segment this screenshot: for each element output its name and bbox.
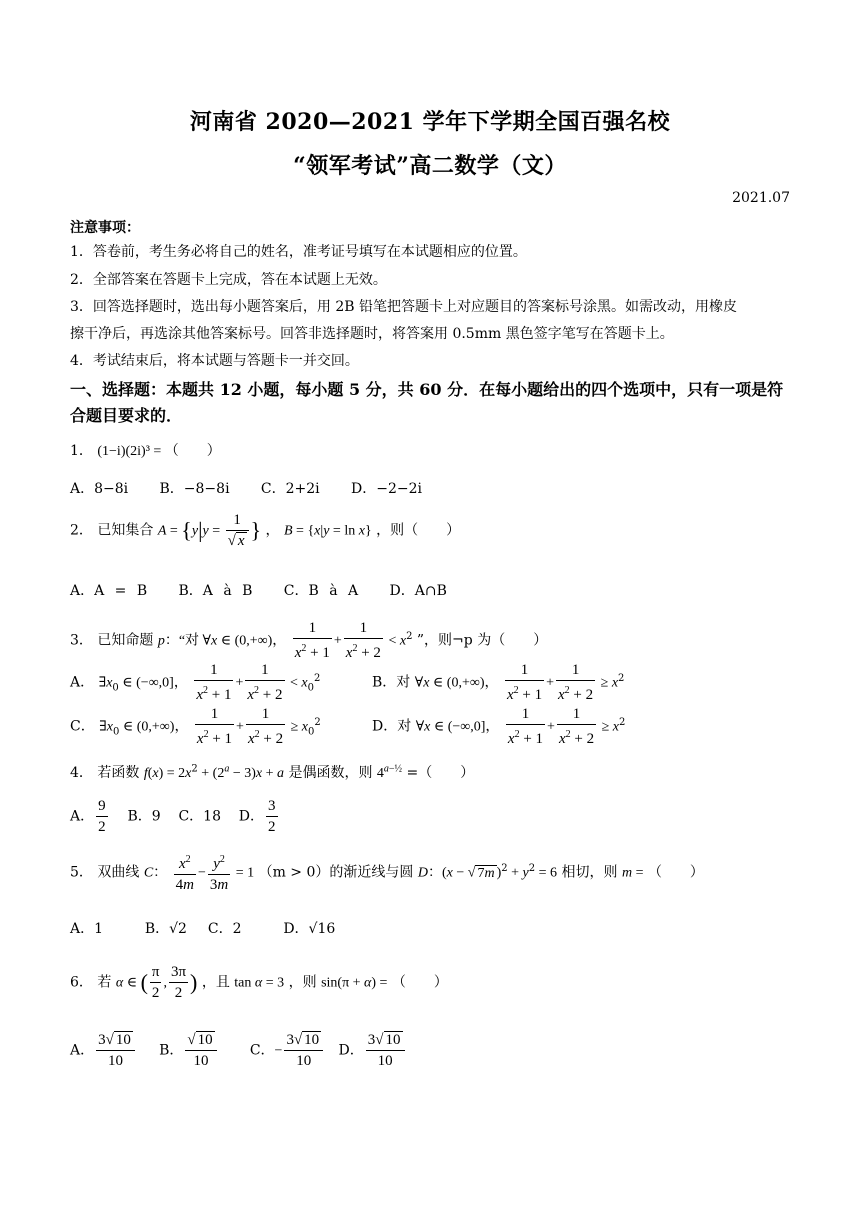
option-c: C．: [249, 1042, 275, 1059]
note-item-2: 2．全部答案在答题卡上完成，答在本试题上无效。: [70, 272, 387, 288]
option-a: A．8−8i: [70, 481, 129, 497]
question-mid-2: ，则: [288, 974, 317, 991]
note-item-4: 4．考试结束后，将本试题与答题卡一并交回。: [70, 353, 359, 369]
question-prefix: 若函数: [97, 765, 140, 781]
option-a: A．A = B: [70, 583, 148, 599]
question-number: 5．: [70, 864, 93, 881]
question-4: 4． 若函数 $f(x) = 2x^2 + (2^a - 3)x + a$ 是偶函数，则 $4^{a-\frac{1}{2}}$ =（ ）: [70, 763, 475, 781]
question-prefix: 已知命题: [97, 632, 154, 649]
question-suffix: （ ）: [647, 864, 704, 881]
title-line-2: “领军考试”高二数学（文）: [293, 153, 567, 179]
question-2-options: [70, 580, 447, 600]
question-3-option-b: B．对 ∀x ∈ (0,+∞)， $\frac{1}{x^2 + 1}$ + $\frac{1}{x^2 + 2}$ ≥ $x^2$: [372, 662, 625, 703]
title-line-1: 河南省 2020—2021 学年下学期全国百强名校: [189, 109, 671, 135]
option-label: C．: [70, 718, 95, 735]
option-d: D．√16: [283, 921, 336, 937]
option-b: B．−8−8i: [159, 481, 230, 497]
question-2: 2． 已知集合 A = {y|y = $\frac{1}{√ x}$ } ， B = {x|y = ln x} ，则（ ）: [70, 512, 461, 549]
option-c: C．2: [207, 921, 242, 937]
question-prefix: 双曲线: [97, 864, 140, 881]
question-1: [70, 440, 221, 460]
section-1-heading: 一、选择题：本题共 12 小题，每小题 5 分，共 60 分．在每小题给出的四个选项中，只有一项是符合题目要求的．: [70, 380, 784, 425]
question-expression: (1−i)(2i)³ = （ ）: [97, 444, 221, 459]
option-label: D．对: [372, 718, 412, 735]
option-c: C．B à A: [283, 583, 359, 599]
question-prefix: 若: [97, 974, 112, 991]
option-b: B．A à B: [178, 583, 253, 599]
question-prefix: 已知集合: [97, 522, 154, 539]
question-1-options: [70, 478, 422, 498]
note-item-3: 3．回答选择题时，选出每小题答案后，用 2B 铅笔把答题卡上对应题目的答案标号涂黑。如需改动，用橡皮: [70, 299, 738, 315]
question-number: 4．: [70, 765, 93, 781]
question-5: 5． 双曲线 C： $\frac{x^2}{4m}$ − $\frac{y^2}{3m}$ = 1 （m > 0）的渐近线与圆 D：(x − √ 7m )$^2 + y^2 = 6$ 相切，则 m = （ ）: [70, 850, 704, 895]
note-item-1: 1．答卷前，考生务必将自己的姓名，准考证号填写在本试题相应的位置。: [70, 244, 527, 260]
option-b: B．9: [127, 808, 161, 825]
question-5-options: [70, 918, 335, 938]
option-d: D．: [338, 1042, 364, 1059]
question-3-option-a: A． $\exists x_0$ ∈ (−∞,0]， $\frac{1}{x^2 + 1}$ + $\frac{1}{x^2 + 2}$ < $x_0^2$: [70, 662, 321, 703]
option-a: A．: [70, 1042, 95, 1059]
question-3-option-c: C． $\exists x_0$ ∈ (0,+∞)， $\frac{1}{x^2 + 1}$ + $\frac{1}{x^2 + 2}$ ≥ $x_0^2$: [70, 706, 321, 747]
option-d: D．A∩B: [389, 583, 447, 599]
question-6: 6． 若 α ∈ ( $\frac{\pi}{2}$ , $\frac{3\pi}{2}$ ) ，且 tan α = 3 ，则 sin(π + α) = （ ）: [70, 964, 448, 1001]
option-a: A．1: [70, 921, 104, 937]
question-suffix: ”，则¬p 为（ ）: [416, 632, 548, 649]
option-a: A．: [70, 808, 95, 825]
question-number: 6．: [70, 974, 93, 991]
notes-heading: 注意事项：: [70, 220, 140, 236]
question-number: 1．: [70, 443, 93, 459]
question-suffix: ，则（ ）: [376, 522, 461, 539]
question-mid-2: 相切，则: [561, 864, 618, 881]
question-suffix: （ ）: [391, 974, 448, 991]
note-item-3-cont: 擦干净后，再选涂其他答案标号。回答非选择题时，将答案用 0.5mm 黑色签字笔写在答题卡上。: [70, 326, 674, 342]
option-d: D．−2−2i: [351, 481, 422, 497]
question-mid-1: ，且: [201, 974, 230, 991]
question-6-options: A． $\frac{3√ 10}{10}$ B． $\frac{√ 10}{10}$ C．− $\frac{3√ 10}{10}$ D． $\frac{3√ 10}{10}$: [70, 1030, 407, 1071]
question-4-options: A． $\frac{9}{2}$ B．9 C．18 D． $\frac{3}{2}$: [70, 798, 276, 835]
option-c: C．2+2i: [260, 481, 320, 497]
option-d: D．: [238, 808, 265, 825]
question-3: 3． 已知命题 p：“对 ∀x ∈ (0,+∞)， $\frac{1}{x^2 + 1}$ + $\frac{1}{x^2 + 2}$ < $x^2$ ”，则¬p 为（ ）: [70, 620, 548, 661]
question-number: 2．: [70, 522, 93, 539]
exam-date: 2021.07: [732, 190, 790, 206]
option-label: A．: [70, 674, 95, 691]
option-b: B．√2: [144, 921, 187, 937]
option-b: B．: [159, 1042, 184, 1059]
question-mid-1: （m > 0）的渐近线与圆: [258, 864, 414, 881]
question-3-option-d: D．对 ∀x ∈ (−∞,0]， $\frac{1}{x^2 + 1}$ + $\frac{1}{x^2 + 2}$ ≥ $x^2$: [372, 706, 626, 747]
question-mid: 是偶函数，则: [288, 765, 373, 781]
question-mid: ，: [265, 522, 280, 539]
question-number: 3．: [70, 632, 93, 649]
option-c: C．18: [178, 808, 221, 825]
option-label: B．对: [372, 674, 411, 691]
question-suffix: =（ ）: [406, 765, 475, 781]
